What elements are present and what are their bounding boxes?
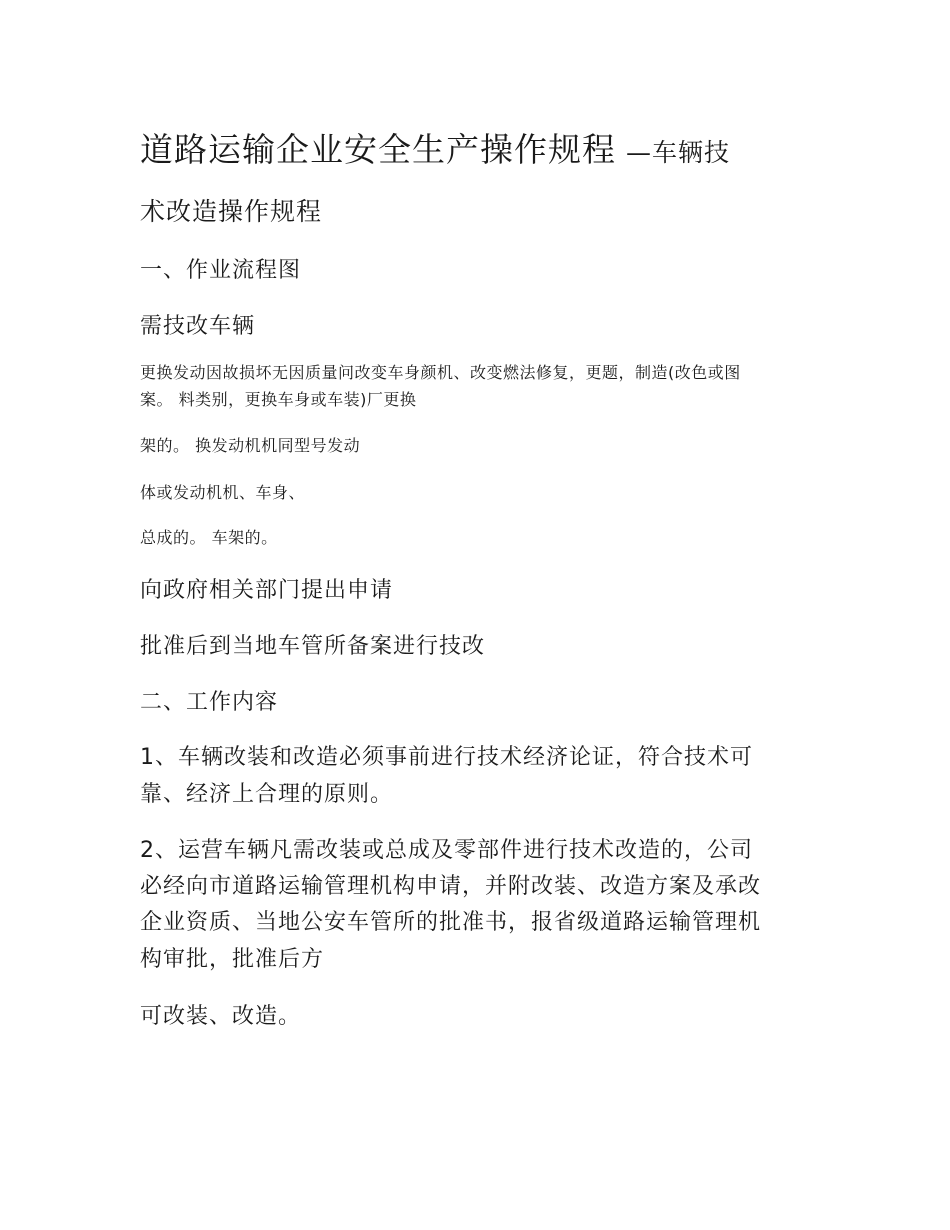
item2-line: 企业资质、当地公安车管所的批准书，报省级道路运输管理机	[140, 910, 762, 935]
title-sub-text: —车辆技	[626, 138, 731, 167]
step-register: 批准后到当地车管所备案进行技改	[140, 634, 486, 659]
flow-line: 架的。 换发动机机同型号发动	[140, 436, 361, 455]
flow-line: 更换发动因故损坏无因质量问改变车身颜机、改变燃法修复，更题，制造(改色或图	[140, 363, 741, 382]
item2-line: 2、运营车辆凡需改装或总成及零部件进行技术改造的，公司	[140, 838, 753, 863]
title-main-text: 道路运输企业安全生产操作规程	[140, 130, 616, 169]
vehicle-label: 需技改车辆	[140, 314, 256, 339]
title-continuation: 术改造操作规程	[140, 197, 323, 226]
item2-line: 必经向市道路运输管理机构申请，并附改装、改造方案及承改	[140, 874, 762, 899]
section2-heading: 二、工作内容	[140, 690, 279, 715]
flow-line: 体或发动机机、车身、	[140, 483, 306, 502]
document-title	[140, 124, 730, 171]
flow-line: 总成的。 车架的。	[140, 528, 278, 547]
item2-line: 构审批，批准后方	[140, 947, 325, 972]
item1-line: 靠、经济上合理的原则。	[140, 782, 394, 807]
item2-tail: 可改装、改造。	[140, 1004, 302, 1029]
step-apply: 向政府相关部门提出申请	[140, 578, 394, 603]
section1-heading: 一、作业流程图	[140, 258, 302, 283]
flow-line: 案。 料类别，更换车身或车装)厂更换	[140, 390, 417, 409]
item1-line: 1、车辆改装和改造必须事前进行技术经济论证，符合技术可	[140, 745, 753, 770]
